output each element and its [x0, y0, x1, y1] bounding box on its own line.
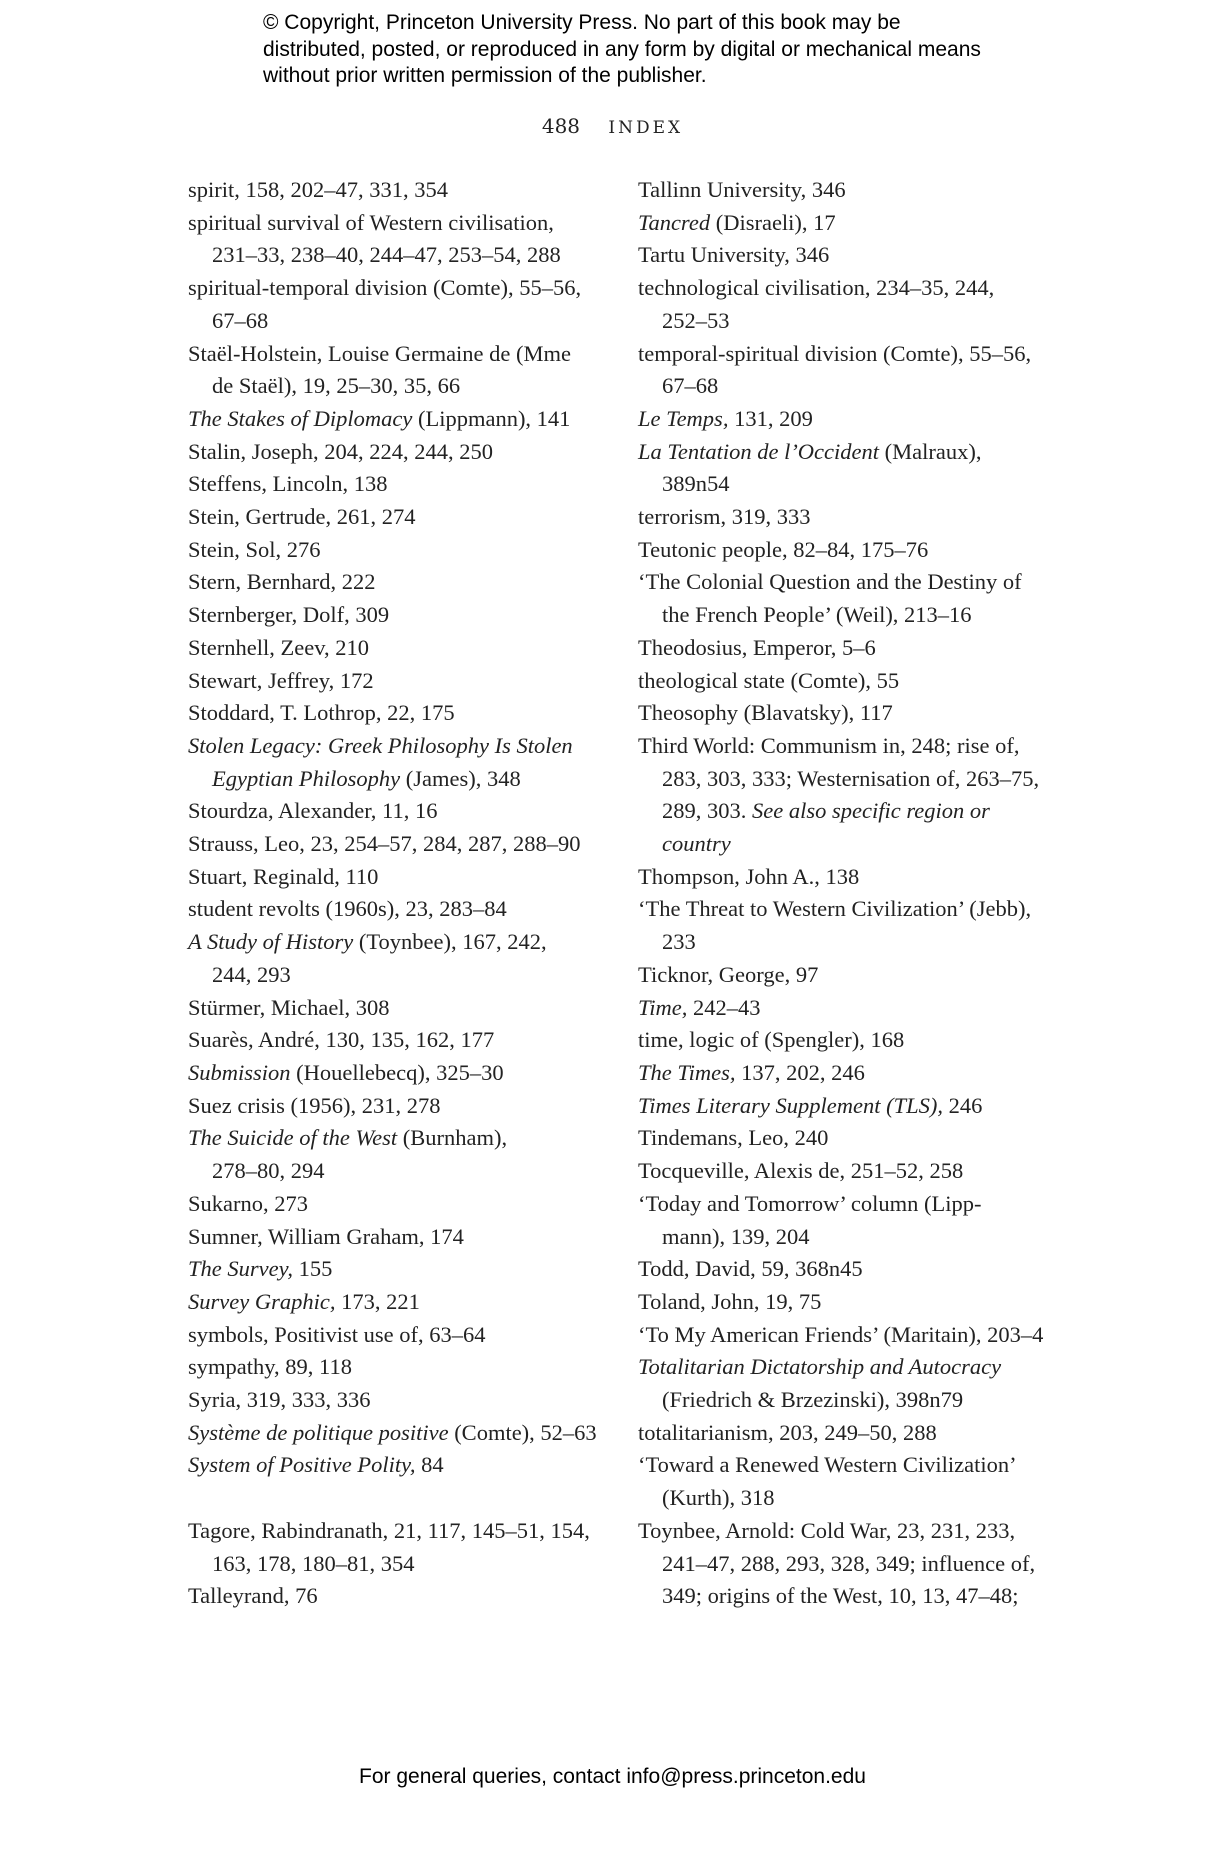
- index-entry: [638, 1417, 1048, 1450]
- index-entry-text: 252–53: [662, 307, 730, 333]
- index-entry-title: The Suicide of the West: [188, 1125, 398, 1151]
- index-entry-text: ‘Toward a Renewed Western Civilization’: [638, 1452, 1017, 1478]
- index-entry: [638, 174, 1048, 207]
- index-entry: [188, 1024, 608, 1057]
- index-entry: [188, 174, 608, 207]
- index-entry-text: (Lippmann), 141: [412, 405, 571, 431]
- index-entry-text: Tartu University, 346: [638, 242, 830, 268]
- index-entry-text: ‘The Threat to Western Civilization’ (Jebb),: [638, 896, 1032, 922]
- index-entry-title: Submission: [188, 1059, 291, 1085]
- index-entry-title: Survey Graphic,: [188, 1288, 336, 1314]
- index-entry-text: theological state (Comte), 55: [638, 667, 900, 693]
- index-entry: [638, 861, 1048, 894]
- index-entry: [638, 436, 1048, 501]
- index-entry: [638, 566, 1048, 631]
- index-entry: [188, 1417, 608, 1450]
- index-entry-text: Stuart, Reginald, 110: [188, 863, 379, 889]
- index-entry: [188, 926, 608, 991]
- index-entry-text: Stein, Gertrude, 261, 274: [188, 504, 416, 530]
- index-entry-text: (Kurth), 318: [662, 1485, 775, 1511]
- index-entry-text: Stern, Bernhard, 222: [188, 569, 376, 595]
- index-entry-text: Stein, Sol, 276: [188, 536, 321, 562]
- index-entry-text: Talleyrand, 76: [188, 1583, 318, 1609]
- index-entry-text: ‘To My American Friends’ (Maritain), 203–4: [638, 1321, 1044, 1347]
- index-entry: [638, 1253, 1048, 1286]
- index-entry-title: Stolen Legacy: Greek Philosophy Is Stolen: [188, 732, 573, 758]
- index-entry: [638, 1319, 1048, 1352]
- index-entry: [638, 1155, 1048, 1188]
- index-entry-text: (Friedrich & Brzezinski), 398n79: [662, 1387, 964, 1413]
- index-entry-text: (Burnham),: [397, 1125, 508, 1151]
- index-entry-text: (Comte), 52–63: [448, 1419, 597, 1445]
- index-entry-text: Sternhell, Zeev, 210: [188, 634, 369, 660]
- index-entry: [638, 207, 1048, 240]
- index-entry-title: Egyptian Philosophy: [212, 765, 401, 791]
- index-entry-text: Ticknor, George, 97: [638, 961, 819, 987]
- index-entry-text: 241–47, 288, 293, 328, 349; influence of,: [662, 1550, 1036, 1576]
- index-entry-title: Time,: [638, 994, 688, 1020]
- index-entry-text: 173, 221: [335, 1288, 420, 1314]
- index-entry-title: Tancred: [638, 209, 711, 235]
- index-entry-text: sympathy, 89, 118: [188, 1354, 352, 1380]
- index-entry-text: Suez crisis (1956), 231, 278: [188, 1092, 441, 1118]
- section-title: INDEX: [608, 118, 684, 138]
- index-entry: [638, 697, 1048, 730]
- index-entry-title: country: [662, 831, 731, 857]
- index-entry: [188, 1253, 608, 1286]
- index-entry: [638, 534, 1048, 567]
- index-entry-text: 242–43: [687, 994, 761, 1020]
- index-entry: [188, 468, 608, 501]
- index-entry-text: ‘The Colonial Question and the Destiny of: [638, 569, 1022, 595]
- index-entry-text: de Staël), 19, 25–30, 35, 66: [212, 373, 461, 399]
- running-head: [0, 114, 1225, 138]
- index-entry-text: Tagore, Rabindranath, 21, 117, 145–51, 154,: [188, 1517, 590, 1543]
- index-entry: [638, 893, 1048, 958]
- index-entry-text: Strauss, Leo, 23, 254–57, 284, 287, 288–90: [188, 831, 581, 857]
- index-entry: [188, 436, 608, 469]
- index-entry: [638, 239, 1048, 272]
- index-entry: [638, 632, 1048, 665]
- index-entry: [188, 730, 608, 795]
- index-entry: [638, 1122, 1048, 1155]
- index-entry-text: mann), 139, 204: [662, 1223, 810, 1249]
- index-entry-title: A Study of History: [188, 929, 354, 955]
- index-entry-text: 163, 178, 180–81, 354: [212, 1550, 415, 1576]
- index-entry: [188, 1221, 608, 1254]
- index-entry-text: Tallinn University, 346: [638, 177, 846, 202]
- index-entry-title: See also specific region or: [752, 798, 990, 824]
- index-entry: [188, 534, 608, 567]
- index-entry-text: 389n54: [662, 471, 730, 497]
- index-entry-title: System of Positive Polity,: [188, 1452, 416, 1478]
- index-entry-text: Tocqueville, Alexis de, 251–52, 258: [638, 1158, 964, 1184]
- index-entry-text: Sumner, William Graham, 174: [188, 1223, 464, 1249]
- page-number: 488: [541, 114, 581, 138]
- index-entry: [188, 665, 608, 698]
- index-entry: [188, 338, 608, 403]
- index-entry: [188, 632, 608, 665]
- index-entry-text: Stoddard, T. Lothrop, 22, 175: [188, 700, 455, 726]
- index-entry-text: 67–68: [212, 307, 269, 333]
- index-entry-text: the French People’ (Weil), 213–16: [662, 602, 972, 628]
- index-entry-text: spirit, 158, 202–47, 331, 354: [188, 177, 449, 202]
- index-entry-text: Sukarno, 273: [188, 1190, 308, 1216]
- index-entry-text: totalitarianism, 203, 249–50, 288: [638, 1419, 937, 1445]
- index-entry-text: 349; origins of the West, 10, 13, 47–48;: [662, 1583, 1019, 1609]
- index-entry-text: Staël-Holstein, Louise Germaine de (Mme: [188, 340, 572, 366]
- index-entry-title: Système de politique positive: [188, 1419, 449, 1445]
- index-entry: [638, 665, 1048, 698]
- index-entry: [188, 1319, 608, 1352]
- index-entry-text: 84: [415, 1452, 444, 1478]
- index-entry: [188, 403, 608, 436]
- index-entry-text: Teutonic people, 82–84, 175–76: [638, 536, 929, 562]
- index-entry-title: The Times,: [638, 1059, 736, 1085]
- index-entry-text: Theosophy (Blavatsky), 117: [638, 700, 893, 726]
- index-entry-text: 231–33, 238–40, 244–47, 253–54, 288: [212, 242, 561, 268]
- index-entry-text: 289, 303.: [662, 798, 752, 824]
- index-entry: [188, 1580, 608, 1613]
- index-entry: [638, 1188, 1048, 1253]
- index-entry-text: 131, 209: [728, 405, 813, 431]
- index-column-left: [188, 174, 608, 1613]
- index-entry: [188, 599, 608, 632]
- index-entry-text: temporal-spiritual division (Comte), 55–56,: [638, 340, 1032, 366]
- index-entry-text: Stürmer, Michael, 308: [188, 994, 390, 1020]
- index-entry-title: La Tentation de l’Occident: [638, 438, 880, 464]
- index-entry-title: Times Literary Supplement (TLS),: [638, 1092, 944, 1118]
- index-entry-text: (Malraux),: [879, 438, 982, 464]
- index-entry: [188, 207, 608, 272]
- index-entry-text: Syria, 319, 333, 336: [188, 1387, 371, 1413]
- index-entry: [638, 1351, 1048, 1416]
- index-entry: [638, 403, 1048, 436]
- index-entry-text: (Disraeli), 17: [710, 209, 836, 235]
- index-entry: [638, 1449, 1048, 1514]
- index-entry-title: Totalitarian Dictatorship and Autocracy: [638, 1354, 1002, 1380]
- index-entry: [188, 861, 608, 894]
- index-entry-text: Stourdza, Alexander, 11, 16: [188, 798, 438, 824]
- index-entry: [188, 1057, 608, 1090]
- index-entry-text: (Toynbee), 167, 242,: [353, 929, 547, 955]
- index-entry-text: ‘Today and Tomorrow’ column (Lipp-: [638, 1190, 982, 1216]
- index-entry: [638, 1024, 1048, 1057]
- index-entry: [188, 1384, 608, 1417]
- index-entry: [638, 1090, 1048, 1123]
- index-entry-text: 283, 303, 333; Westernisation of, 263–75,: [662, 765, 1040, 791]
- index-entry: [638, 992, 1048, 1025]
- index-entry: [638, 730, 1048, 861]
- index-entry-text: 137, 202, 246: [735, 1059, 865, 1085]
- copyright-notice: © Copyright, Princeton University Press. No part of this book may be distributed, posted, or reproduced in any form by digital or mechanical means without prior written permission of the publisher.: [263, 11, 981, 87]
- index-entry-text: terrorism, 319, 333: [638, 504, 811, 530]
- index-entry-text: Stewart, Jeffrey, 172: [188, 667, 374, 693]
- index-entry-title: Le Temps,: [638, 405, 729, 431]
- index-entry-text: 67–68: [662, 373, 719, 399]
- index-entry-text: Todd, David, 59, 368n45: [638, 1256, 863, 1282]
- index-entry: [188, 1090, 608, 1123]
- index-entry: [638, 338, 1048, 403]
- index-entry: [188, 697, 608, 730]
- index-entry-text: 278–80, 294: [212, 1158, 325, 1184]
- index-entry: [638, 501, 1048, 534]
- index-entry-title: The Stakes of Diplomacy: [188, 405, 413, 431]
- index-entry-text: technological civilisation, 234–35, 244,: [638, 275, 995, 301]
- index-entry-text: 155: [292, 1256, 333, 1282]
- index-entry-text: 244, 293: [212, 961, 291, 987]
- index-entry-text: spiritual-temporal division (Comte), 55–56,: [188, 275, 582, 301]
- index-entry: [188, 501, 608, 534]
- index-entry-title: The Survey,: [188, 1256, 293, 1282]
- index-entry-text: Toland, John, 19, 75: [638, 1288, 822, 1314]
- index-entry: [188, 1286, 608, 1319]
- index-entry: [188, 566, 608, 599]
- index-entry: [638, 1286, 1048, 1319]
- index-entry-text: student revolts (1960s), 23, 283–84: [188, 896, 507, 922]
- index-entry: [188, 828, 608, 861]
- index-entry-text: Theodosius, Emperor, 5–6: [638, 634, 876, 660]
- index-entry: [638, 959, 1048, 992]
- index-entry-text: 233: [662, 929, 696, 955]
- footer-contact: For general queries, contact info@press.princeton.edu: [359, 1765, 866, 1788]
- index-entry: [188, 1122, 608, 1187]
- index-entry-text: spiritual survival of Western civilisation,: [188, 209, 554, 235]
- index-entry-text: Tindemans, Leo, 240: [638, 1125, 829, 1151]
- index-entry-text: Sternberger, Dolf, 309: [188, 602, 390, 628]
- index-entry-text: symbols, Positivist use of, 63–64: [188, 1321, 486, 1347]
- index-entry: [188, 1351, 608, 1384]
- index-entry: [188, 1515, 608, 1580]
- index-entry: [188, 795, 608, 828]
- index-entry: [188, 272, 608, 337]
- index-entry-text: Third World: Communism in, 248; rise of,: [638, 732, 1020, 758]
- index-entry-text: Toynbee, Arnold: Cold War, 23, 231, 233,: [638, 1517, 1016, 1543]
- index-entry-text: (James), 348: [400, 765, 521, 791]
- index-entry: [188, 1449, 608, 1482]
- index-entry-text: Stalin, Joseph, 204, 224, 244, 250: [188, 438, 494, 464]
- index-entry: [188, 1188, 608, 1221]
- index-entry-text: Steffens, Lincoln, 138: [188, 471, 388, 497]
- index-entry: [638, 1515, 1048, 1613]
- index-entry-text: (Houellebecq), 325–30: [290, 1059, 504, 1085]
- index-entry-text: time, logic of (Spengler), 168: [638, 1027, 905, 1053]
- index-column-right: [638, 174, 1048, 1613]
- index-entry-text: Suarès, André, 130, 135, 162, 177: [188, 1027, 495, 1053]
- index-entry: [188, 893, 608, 926]
- index-entry: [638, 272, 1048, 337]
- index-entry: [188, 992, 608, 1025]
- index-entry: [638, 1057, 1048, 1090]
- index-entry-text: 246: [943, 1092, 983, 1118]
- index-entry-text: Thompson, John A., 138: [638, 863, 860, 889]
